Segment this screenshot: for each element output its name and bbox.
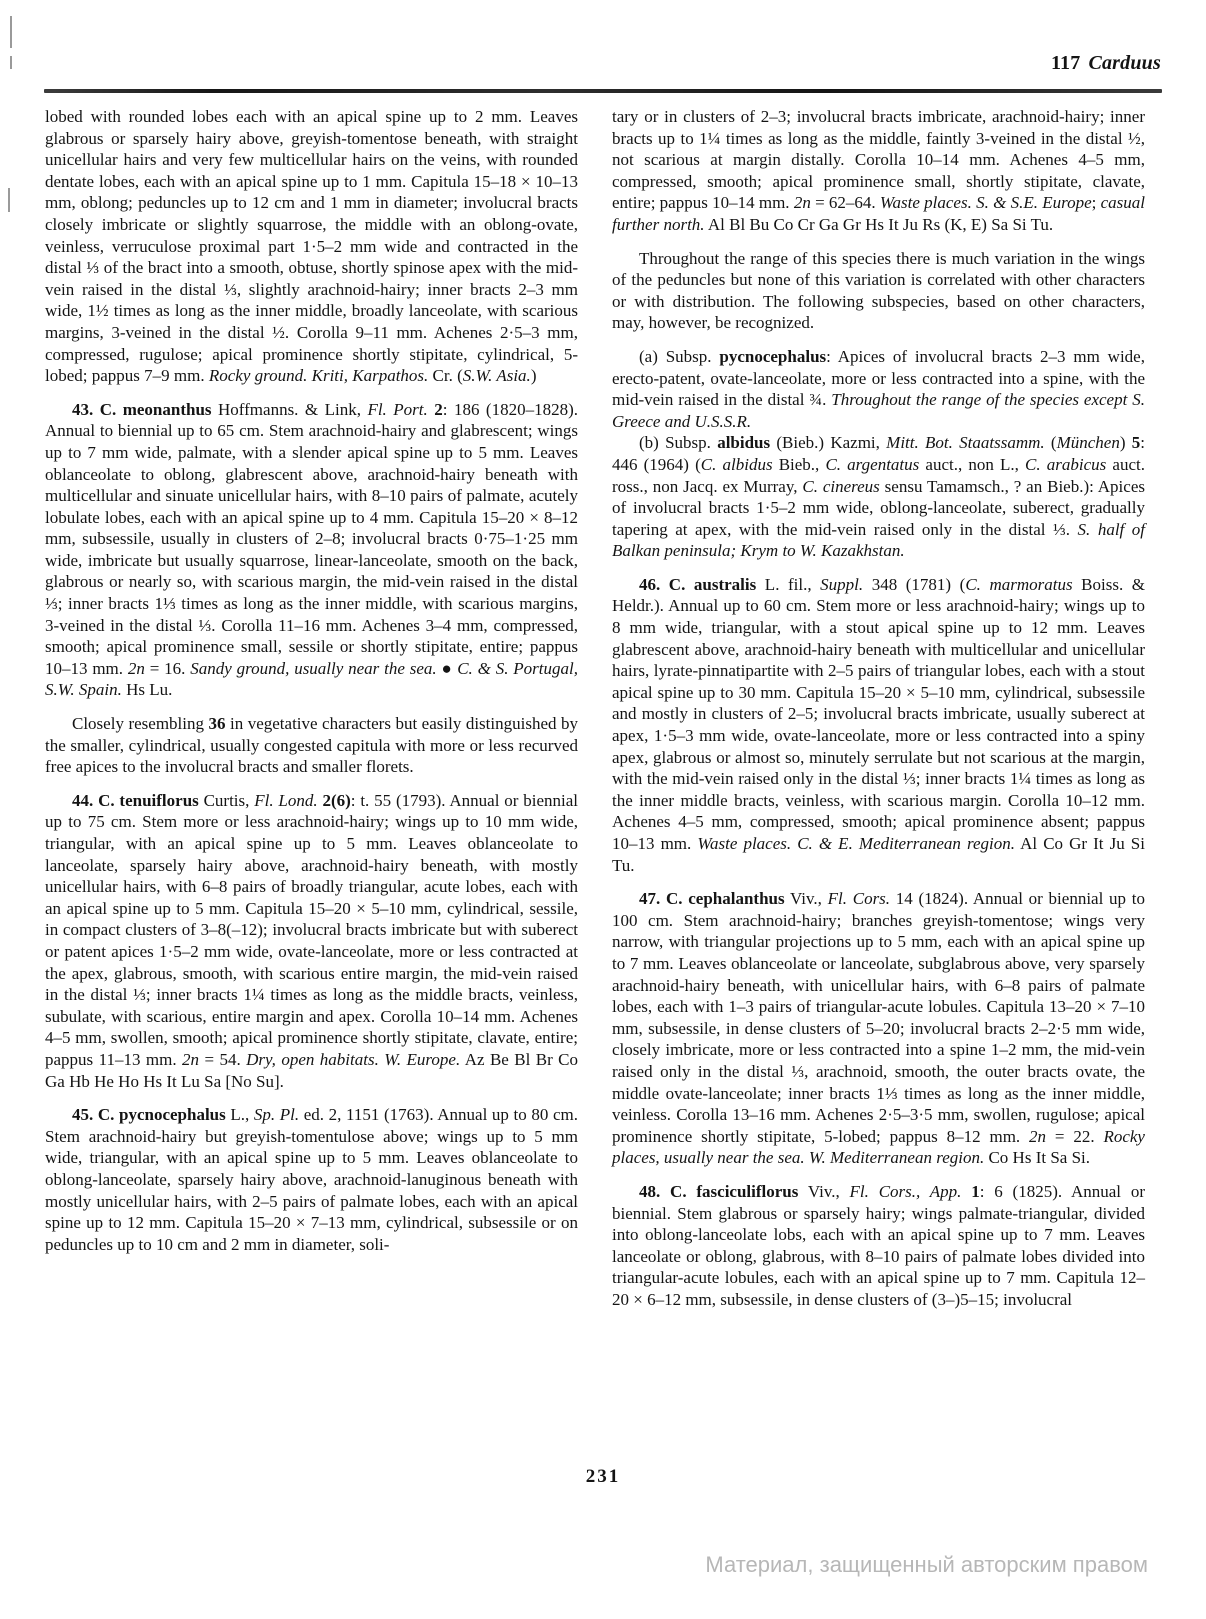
- text-run: Al Bl Bu Co Cr Ga Gr Hs It Ju Rs (K, E) Sa Si Tu.: [704, 214, 1054, 234]
- text-run: 348 (1781) (: [863, 574, 966, 594]
- text-run: 48. C. fasciculiflorus: [639, 1181, 799, 1201]
- text-run: 47. C. cephalanthus: [639, 889, 785, 909]
- text-run: Throughout the range of this species there is much variation in the wings of the peduncles but none of this variation is correlated with other characters or with distribution. The following subspecies, based on other characters, may, however, be recognized.: [612, 248, 1145, 333]
- running-header: [45, 52, 1161, 75]
- text-run: S. half of Balkan peninsula; Krym to W. Kazakhstan.: [612, 519, 1146, 561]
- genus-number: 117: [1050, 52, 1081, 74]
- text-run: = 22.: [1046, 1126, 1104, 1146]
- scan-artifact-mark: [10, 56, 12, 69]
- text-run: ;: [1091, 193, 1101, 213]
- species-entry-43: [45, 399, 578, 701]
- text-run: Sp. Pl.: [253, 1105, 300, 1125]
- text-run: ed. 2, 1151 (1763). Annual up to 80 cm. Stem arachnoid-hairy but greyish-tomentulose above; wings up to 5 mm wide, triangular, with an apical spine up to 5 mm. Leaves oblanceolate to oblong-lanceolate, sparsely hairy above, arachnoid-lanuginous beneath with mostly unicellular hairs, with 2–5 pairs of palmate lobes, each with an apical spine up to 12 mm. Capitula 15–20 × 7–13 mm, cylindrical, subsessile or on peduncles up to 10 cm and 2 mm in diameter, soli-: [45, 1105, 579, 1254]
- text-run: : 6 (1825). Annual or biennial. Stem glabrous or sparsely hairy; wings palmate-triangular, divided into oblong-lanceolate lobs, each with an apical spine up to 7 mm. Leaves lanceolate or oblong, glabrous, with 8–10 pairs of palmate lobes divided into triangular-acute lobules, each with an apical spine up to 7 mm. Capitula 12–20 × 6–12 mm, subsessile, in dense clusters of (3–)5–15; involucral: [612, 1181, 1145, 1309]
- text-run: Rocky places, usually near the sea. W. Mediterranean region.: [612, 1126, 1145, 1168]
- text-run: C. & S. Portugal, S.W. Spain.: [45, 658, 578, 700]
- text-run: (Bieb.) Kazmi,: [770, 433, 887, 453]
- text-run: 2n: [1029, 1126, 1047, 1146]
- text-run: Hoffmanns. & Link,: [211, 399, 368, 419]
- note-paragraph: [45, 713, 578, 778]
- text-run: Co Hs It Sa Si.: [984, 1148, 1091, 1168]
- text-run: : 446 (1964) (: [612, 433, 1145, 474]
- text-run: 2: [434, 399, 443, 419]
- text-run: : Apices of involucral bracts 2–3 mm wide, erecto-patent, ovate-lanceolate, more or less contracted into a spine, with the mid-vein raised in the distal ¾.: [612, 346, 1145, 410]
- text-run: 2(6): [322, 790, 351, 810]
- text-run: 43. C. meonanthus: [72, 399, 212, 419]
- species-entry-48: [612, 1181, 1145, 1311]
- species-entry-46: [612, 574, 1145, 876]
- text-run: pycnocephalus: [719, 346, 827, 366]
- text-run: sensu Tamamsch., ? an Bieb.): Apices of involucral bracts 1·5–2 mm wide, oblong-lanceolate, suberect, gradually tapering at apex, with the mid-vein raised only in the distal ⅓.: [612, 476, 1145, 539]
- text-run: Waste places. S. & S.E. Europe: [879, 193, 1092, 213]
- text-run: (: [1044, 433, 1057, 453]
- text-run: Fl. Port.: [367, 399, 428, 419]
- text-run: : t. 55 (1793). Annual or biennial up to 75 cm. Stem more or less arachnoid-hairy; wings up to 10 mm wide, triangular, with an apical spine up to 5 mm. Leaves oblanceolate to lanceolate, sparsely hairy above, arachnoid-hairy beneath, with mostly unicellular hairs, with 6–8 pairs of broadly triangular, acute lobes, each with an apical spine up to 5 mm. Capitula 15–20 × 5–10 mm, cylindrical, sessile, in compact clusters of 3–8(–12); involucral bracts imbricate but with suberect or patent apices 1·5–2 mm wide, ovate-lanceolate, more or less contracted at the apex, glabrous, smooth, with scarious entire margin, the mid-vein raised in the distal ⅓; inner bracts 1¼ times as long as the middle bracts, veinless, subulate, with scarious, entire margin and apex. Corolla 10–14 mm. Achenes 4–5 mm, swollen, smooth; apical prominence shortly stipitate, clavate, entire; pappus 11–13 mm.: [45, 790, 579, 1069]
- text-run: albidus: [717, 433, 771, 453]
- text-run: ): [530, 366, 537, 386]
- text-run: Closely resembling: [72, 714, 209, 734]
- text-run: Rocky ground. Kriti, Karpathos.: [208, 366, 429, 386]
- text-run: C. arabicus: [1025, 454, 1107, 474]
- continuation-paragraph: [612, 106, 1145, 236]
- text-run: 44. C. tenuiflorus: [72, 790, 199, 810]
- text-columns: [45, 106, 1145, 1310]
- text-run: in vegetative characters but easily distinguished by the smaller, cylindrical, usually congested capitula with more or less recurved free apices to the involucral bracts and smaller florets.: [45, 714, 578, 777]
- text-run: Curtis,: [198, 790, 255, 810]
- text-run: = 62–64.: [810, 193, 880, 213]
- text-run: (b) Subsp.: [639, 433, 718, 453]
- note-paragraph: [612, 248, 1145, 334]
- text-run: Cr. (: [428, 366, 463, 386]
- text-run: auct. ross., non Jacq. ex Murray,: [612, 454, 1145, 496]
- text-run: Viv.,: [798, 1181, 850, 1201]
- text-run: ): [1119, 433, 1132, 453]
- text-run: 2n: [182, 1049, 200, 1069]
- species-entry-45: [45, 1104, 578, 1255]
- text-run: 5: [1131, 433, 1141, 453]
- text-run: auct., non L.,: [919, 454, 1026, 474]
- text-run: Fl. Cors.: [827, 889, 891, 909]
- text-run: = 16.: [144, 658, 191, 678]
- text-run: Hs Lu.: [121, 680, 173, 700]
- text-run: [961, 1182, 971, 1201]
- text-run: Boiss. & Heldr.). Annual up to 60 cm. Stem more or less arachnoid-hairy; wings up to 8 mm wide, triangular, with a stout apical spine up to 12 mm. Leaves glabrescent above, arachnoid-hairy beneath with multicellular and unicellular hairs, lyrate-pinnatipartite with 2–5 pairs of triangular lobes, each with a stout apical spine up to 30 mm. Capitula 15–20 × 5–10 mm, cylindrical, subsessile and mostly in clusters of 2–5; involucral bracts imbricate, usually suberect at apex, 1·5–3 mm wide, ovate-lanceolate, more or less contracted into a spiny apex, glabrous or almost so, minutely serrulate but not scarious at the margin, with the mid-vein raised only in the distal ⅓; inner bracts 1¼ times as long as the inner middle bracts, veinless, with scarious margin. Corolla 10–12 mm. Achenes 4–5 mm, compressed, smooth; apical prominence absent; pappus 10–13 mm.: [612, 574, 1145, 853]
- text-run: Mitt. Bot. Staatssamm.: [886, 433, 1045, 453]
- text-run: 2n: [793, 193, 811, 213]
- scan-artifact-mark: [8, 188, 10, 212]
- subsp-b-paragraph: [612, 432, 1145, 562]
- text-run: Al Co Gr It Ju Si Tu.: [612, 834, 1145, 875]
- text-run: Suppl.: [820, 574, 864, 594]
- species-entry-44: [45, 790, 578, 1092]
- text-run: C. argentatus: [825, 454, 920, 474]
- text-run: Waste places. C. & E. Mediterranean region.: [697, 834, 1015, 853]
- text-run: Fl. Cors., App.: [849, 1181, 962, 1201]
- text-run: tary or in clusters of 2–3; involucral bracts imbricate, arachnoid-hairy; inner bracts up to 1¼ times as long as the middle, faintly 3-veined in the distal ½, not scarious at margin distally. Corolla 10–14 mm. Achenes 4–5 mm, compressed, smooth; apical prominence small, shortly stipitate, clavate, entire; pappus 10–14 mm.: [612, 107, 1145, 213]
- copyright-watermark: Материал, защищенный авторским правом: [705, 1552, 1148, 1577]
- text-run: München: [1056, 433, 1120, 453]
- genus-name: Carduus: [1088, 52, 1161, 74]
- right-column: [612, 106, 1145, 1310]
- scan-artifact-mark: [10, 16, 12, 48]
- continuation-paragraph: [45, 106, 578, 387]
- text-run: C. cinereus: [802, 476, 880, 496]
- text-run: 14 (1824). Annual or biennial up to 100 cm. Stem arachnoid-hairy; branches greyish-tomentose; wings very narrow, with triangular projections up to 5 mm, each with an apical spine up to 7 mm. Leaves oblanceolate or lanceolate, subglabrous above, very sparsely arachnoid-hairy beneath, with unicellular hairs, with 6–8 pairs of palmate lobes, each with 1–3 pairs of triangular-acute lobules. Capitula 13–20 × 7–10 mm, subsessile, in dense clusters of 5–20; involucral bracts 2–2·5 mm wide, closely imbricate, more or less contracted into a spine 1–2 mm, the mid-vein raised only in the distal ⅓, arachnoid, smooth, the outer bracts ovate, the middle ovate-lanceolate; inner bracts 1⅓ times as long as the inner middle, veinless. Corolla 13–16 mm. Achenes 2·5–3·5 mm, swollen, rugulose; apical prominence shortly stipitate, 5-lobed; pappus 8–12 mm.: [612, 889, 1145, 1146]
- text-run: lobed with rounded lobes each with an apical spine up to 2 mm. Leaves glabrous or sparsely hairy above, greyish-tomentose beneath, with straight unicellular hairs and very few multicellular hairs on the veins, with rounded dentate lobes, each with an apical spine up to 1 mm. Capitula 15–18 × 10–13 mm, oblong; peduncles up to 12 cm and 1 mm in diameter; involucral bracts closely imbricate or slightly squarrose, the middle with an oblong-ovate, veinless, verruculose proximal part 1·5–2 mm wide and contracted in the distal ⅓ of the bract into a smooth, obtuse, shortly spinose apex with the mid-vein raised in the distal ⅓, slightly arachnoid-hairy; inner bracts 2–3 mm wide, 1½ times as long as the inner middle, broadly lanceolate, with scarious margins, 3-veined in the distal ½. Corolla 9–11 mm. Achenes 2·5–3 mm, compressed, rugulose; apical prominence shortly stipitate, cylindrical, 5-lobed; pappus 7–9 mm.: [45, 107, 578, 386]
- text-run: C. albidus: [700, 454, 773, 474]
- text-run: 2n: [127, 658, 145, 678]
- text-run: ●: [436, 658, 458, 678]
- text-run: casual further north.: [612, 193, 1146, 234]
- text-run: Sandy ground, usually near the sea.: [190, 658, 437, 678]
- text-run: S.W. Asia.: [462, 366, 531, 386]
- text-run: = 54.: [199, 1049, 247, 1069]
- text-run: L. fil.,: [756, 574, 821, 594]
- text-run: 36: [208, 714, 226, 734]
- species-entry-47: [612, 888, 1145, 1169]
- header-rule: [44, 89, 1162, 93]
- text-run: Fl. Lond.: [254, 790, 318, 810]
- text-run: 45. C. pycnocephalus: [72, 1105, 226, 1125]
- text-run: Dry, open habitats. W. Europe.: [246, 1049, 461, 1069]
- text-run: : 186 (1820–1828). Annual to biennial up to 65 cm. Stem arachnoid-hairy and glabrescent; wings up to 7 mm wide, palmate, with a slender apical spine up to 5 mm. Leaves oblanceolate to oblong, glabrescent above, arachnoid-hairy beneath with multicellular and sinuate unicellular hairs, with 8–10 pairs of palmate, acutely lobulate lobes, each with an apical spine up to 4 mm. Capitula 15–20 × 8–12 mm, subsessile, usually in clusters of 2–8; involucral bracts 0·75–1·25 mm wide, imbricate but usually squarrose, linear-lanceolate, smooth on the back, glabrous or nearly so, with scarious margin, the mid-vein raised in the distal ⅓; inner bracts 1⅓ times as long as the inner middle, with scarious margins, 3-veined in the distal ⅓. Corolla 11–16 mm. Achenes 3–4 mm, compressed, smooth; apical prominence small, sessile or shortly stipitate, entire; pappus 10–13 mm.: [45, 399, 578, 678]
- text-run: L.,: [225, 1105, 254, 1125]
- text-run: Viv.,: [784, 889, 828, 909]
- text-run: 1: [971, 1181, 980, 1201]
- text-run: 46. C. australis: [639, 574, 757, 594]
- left-column: [45, 106, 578, 1310]
- text-run: Throughout the range of the species except S. Greece and U.S.S.R.: [612, 390, 1145, 431]
- text-run: (a) Subsp.: [639, 346, 720, 366]
- text-run: C. marmoratus: [965, 574, 1073, 594]
- text-run: Az Be Bl Br Co Ga Hb He Ho Hs It Lu Sa [No Su].: [45, 1049, 579, 1091]
- subsp-a-paragraph: [612, 346, 1145, 432]
- page-number: 231: [585, 1466, 621, 1487]
- text-run: Bieb.,: [772, 454, 826, 474]
